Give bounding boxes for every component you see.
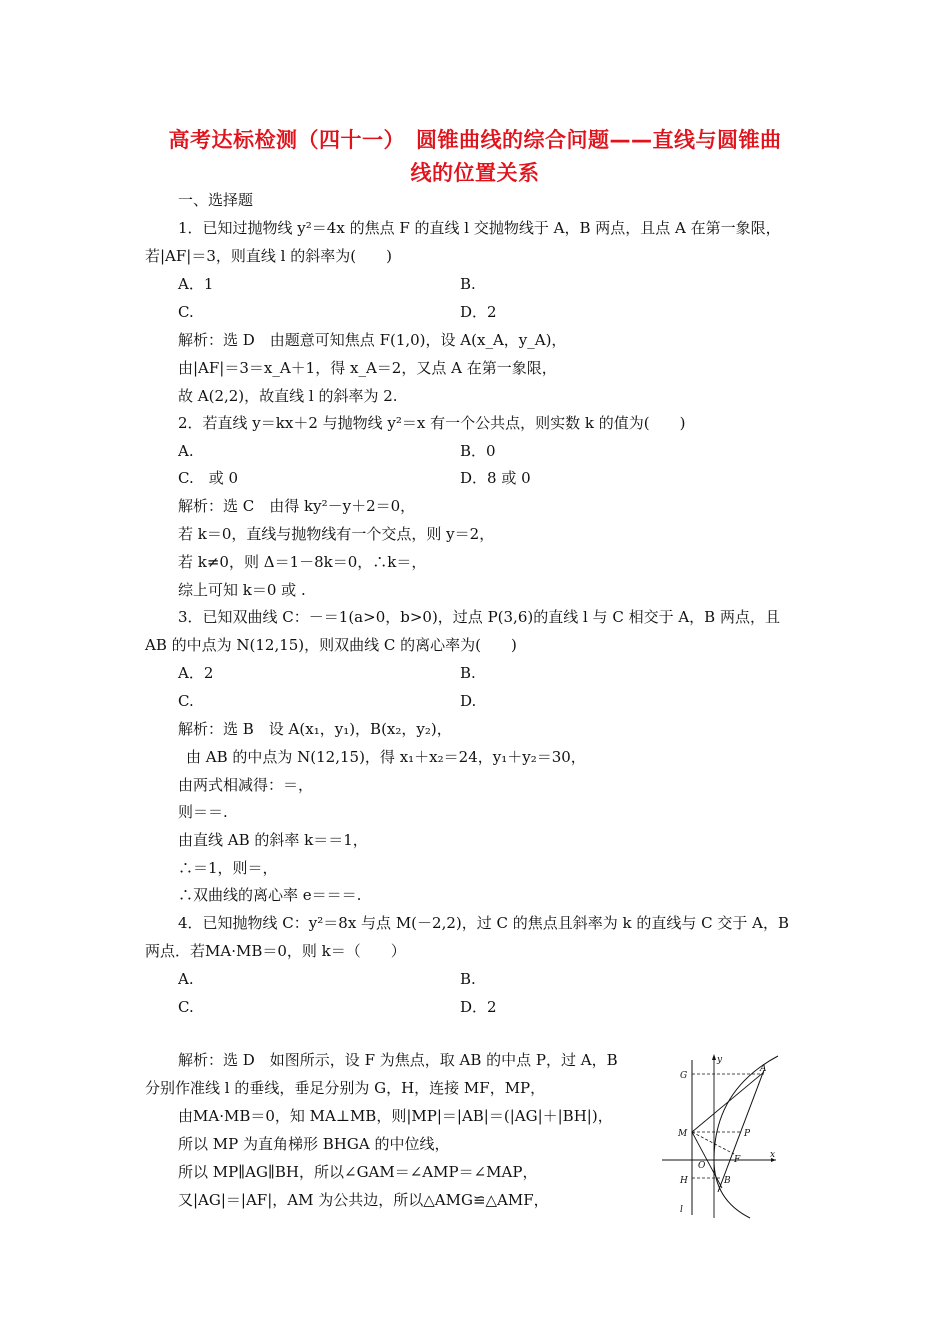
q1-solution-1: 解析：选 D 由题意可知焦点 F(1,0)，设 A(x_A，y_A)， bbox=[178, 331, 567, 349]
q3-solution-3: 由两式相减得：＝， bbox=[178, 776, 314, 794]
q3-stem-1: 3．已知双曲线 C：－＝1(a>0，b>0)，过点 P(3,6)的直线 l 与 C 相交于 A，B 两点，且 bbox=[178, 608, 780, 626]
parabola-figure bbox=[660, 1050, 790, 1220]
q2-solution-1: 解析：选 C 由得 ky²－y＋2＝0， bbox=[178, 497, 416, 515]
q3-solution-2: 由 AB 的中点为 N(12,15)，得 x₁＋x₂＝24，y₁＋y₂＝30， bbox=[186, 748, 586, 766]
label-l: l bbox=[680, 1205, 683, 1215]
label-a: A bbox=[760, 1064, 767, 1074]
q4-solution-2: 分别作准线 l 的垂线，垂足分别为 G，H，连接 MF，MP， bbox=[145, 1079, 546, 1097]
q1-stem-1: 1．已知过抛物线 y²＝4x 的焦点 F 的直线 l 交抛物线于 A，B 两点，且点 A 在第一象限， bbox=[178, 219, 781, 237]
q1-solution-2: 由|AF|＝3＝x_A＋1，得 x_A＝2，又点 A 在第一象限， bbox=[178, 359, 557, 377]
doc-title-line1: 高考达标检测（四十一） 圆锥曲线的综合问题——直线与圆锥曲 bbox=[168, 128, 782, 152]
q3-solution-7: ∴双曲线的离心率 e＝＝＝. bbox=[178, 886, 362, 904]
q3-solution-6: ∴＝1，则＝， bbox=[178, 859, 278, 877]
q4-solution-3: 由MA·MB＝0，知 MA⊥MB，则|MP|＝|AB|＝(|AG|＋|BH|)， bbox=[178, 1107, 613, 1125]
q1-option-d: D．2 bbox=[460, 303, 497, 321]
q2-option-a: A. bbox=[178, 442, 194, 460]
q4-solution-4: 所以 MP 为直角梯形 BHGA 的中位线， bbox=[178, 1135, 450, 1153]
q4-stem-2: 两点．若MA·MB＝0，则 k＝（ ） bbox=[145, 942, 406, 960]
q4-option-d: D．2 bbox=[460, 998, 497, 1016]
q2-solution-2: 若 k＝0，直线与抛物线有一个交点，则 y＝2， bbox=[178, 525, 495, 543]
q3-solution-1: 解析：选 B 设 A(x₁，y₁)，B(x₂，y₂)， bbox=[178, 720, 452, 738]
q1-stem-2: 若|AF|＝3，则直线 l 的斜率为( ) bbox=[145, 247, 392, 265]
segment-ma bbox=[692, 1072, 764, 1132]
q3-option-d: D. bbox=[460, 692, 477, 710]
label-m: M bbox=[678, 1129, 688, 1139]
label-p: P bbox=[744, 1129, 751, 1139]
q3-option-c: C. bbox=[178, 692, 194, 710]
q3-solution-5: 由直线 AB 的斜率 k＝＝1， bbox=[178, 831, 368, 849]
q4-stem-1: 4．已知抛物线 C：y²＝8x 与点 M(－2,2)，过 C 的焦点且斜率为 k 的直线与 C 交于 A，B bbox=[178, 914, 790, 932]
doc-title-line2: 线的位置关系 bbox=[410, 161, 540, 185]
label-f: F bbox=[734, 1155, 741, 1165]
q1-solution-3: 故 A(2,2)，故直线 l 的斜率为 2. bbox=[178, 387, 398, 405]
chord-ab bbox=[718, 1070, 764, 1192]
q1-option-c: C. bbox=[178, 303, 194, 321]
q1-option-a: A．1 bbox=[178, 275, 214, 293]
q2-solution-3: 若 k≠0，则 Δ＝1－8k＝0，∴k＝， bbox=[178, 553, 427, 571]
q2-option-d: D．8 或 0 bbox=[460, 469, 531, 487]
label-b: B bbox=[724, 1176, 731, 1186]
q3-option-a: A．2 bbox=[178, 664, 214, 682]
q4-solution-1: 解析：选 D 如图所示，设 F 为焦点，取 AB 的中点 P，过 A，B bbox=[178, 1051, 618, 1069]
q4-option-a: A. bbox=[178, 970, 194, 988]
q3-solution-4: 则＝＝. bbox=[178, 803, 228, 821]
q2-solution-4: 综上可知 k＝0 或 . bbox=[178, 581, 306, 599]
q4-solution-5: 所以 MP∥AG∥BH，所以∠GAM＝∠AMP＝∠MAP， bbox=[178, 1163, 538, 1181]
label-g: G bbox=[680, 1071, 688, 1081]
label-x: x bbox=[770, 1150, 776, 1160]
q2-stem-1: 2．若直线 y＝kx＋2 与抛物线 y²＝x 有一个公共点，则实数 k 的值为( ) bbox=[178, 414, 686, 432]
section-heading: 一、选择题 bbox=[178, 191, 254, 209]
q3-option-b: B. bbox=[460, 664, 476, 682]
label-y: y bbox=[717, 1055, 723, 1065]
q4-option-c: C. bbox=[178, 998, 194, 1016]
q2-option-c: C. 或 0 bbox=[178, 469, 239, 487]
q4-solution-6: 又|AG|＝|AF|，AM 为公共边，所以△AMG≌△AMF， bbox=[178, 1191, 549, 1209]
label-o: O bbox=[698, 1161, 706, 1171]
q3-stem-2: AB 的中点为 N(12,15)，则双曲线 C 的离心率为( ) bbox=[145, 636, 517, 654]
q2-option-b: B．0 bbox=[460, 442, 496, 460]
q4-option-b: B. bbox=[460, 970, 476, 988]
label-h: H bbox=[680, 1176, 688, 1186]
y-axis-arrow bbox=[712, 1054, 716, 1060]
q1-option-b: B. bbox=[460, 275, 476, 293]
